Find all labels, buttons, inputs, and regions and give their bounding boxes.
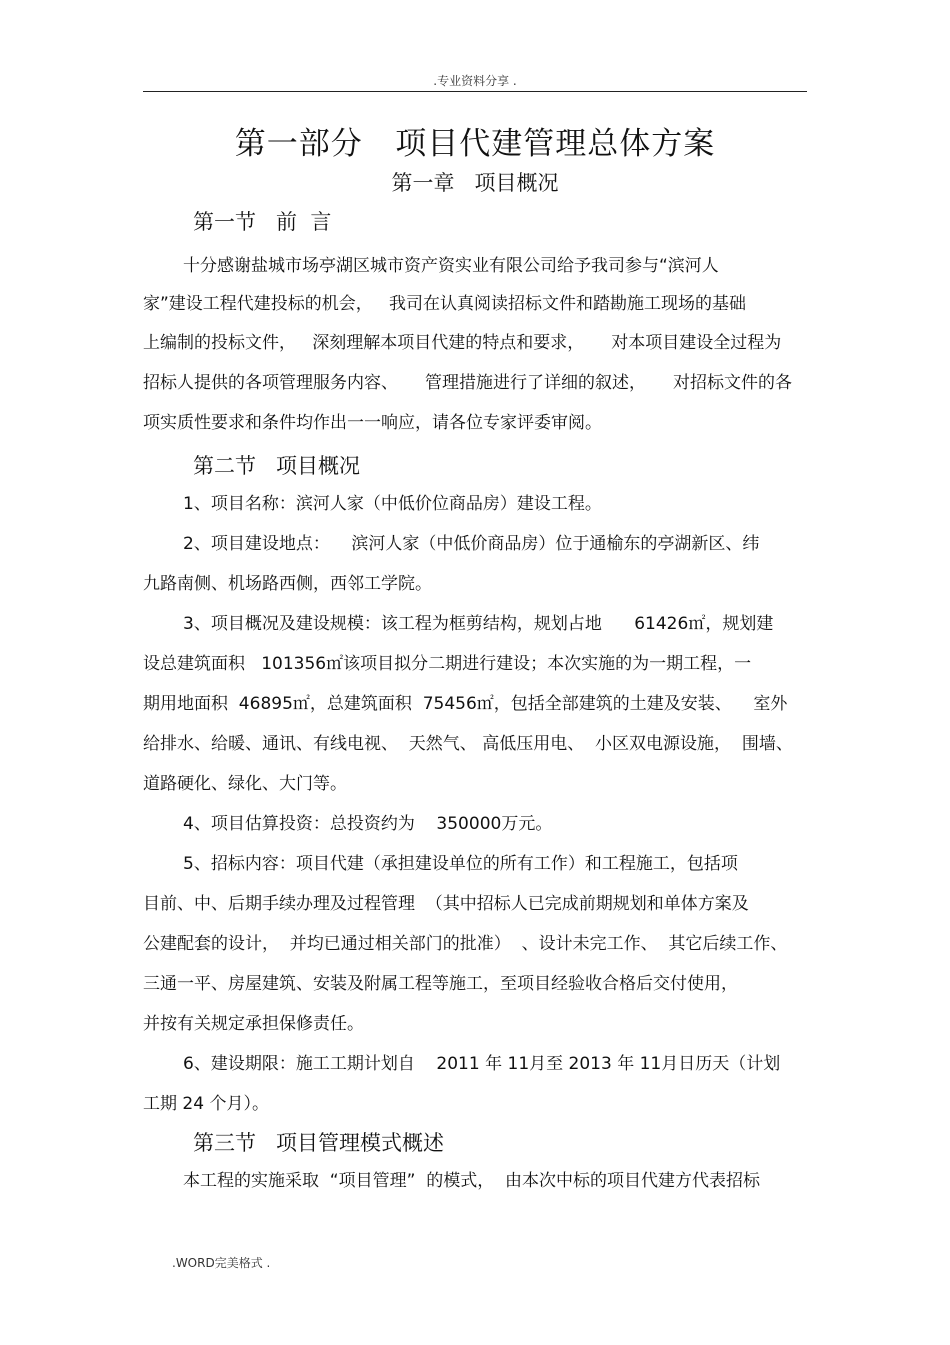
paragraph-line: 三通一平、房屋建筑、安装及附属工程等施工，至项目经验收合格后交付使用， xyxy=(143,974,738,994)
paragraph-line: 目前、中、后期手续办理及过程管理 （其中招标人已完成前期规划和单体方案及 xyxy=(143,894,749,914)
paragraph-line: 给排水、给暖、通讯、有线电视、 天然气、 高低压用电、 小区双电源设施， 围墙、 xyxy=(143,734,793,754)
paragraph-line: 5、招标内容：项目代建（承担建设单位的所有工作）和工程施工，包括项 xyxy=(183,854,738,874)
paragraph-line: 并按有关规定承担保修责任。 xyxy=(143,1014,364,1034)
paragraph-line: 期用地面积 46895㎡，总建筑面积 75456㎡，包括全部建筑的土建及安装、 室外 xyxy=(143,694,788,714)
section-heading: 第一节 前 言 xyxy=(193,210,332,234)
section-heading: 第二节 项目概况 xyxy=(193,454,361,478)
header-divider xyxy=(143,91,807,92)
paragraph-line: 1、项目名称：滨河人家（中低价位商品房）建设工程。 xyxy=(183,494,602,514)
paragraph-line: 4、项目估算投资：总投资约为 350000万元。 xyxy=(183,814,553,834)
paragraph-line: 公建配套的设计， 并均已通过相关部门的批准） 、设计未完工作、 其它后续工作、 xyxy=(143,934,788,954)
paragraph-line: 3、项目概况及建设规模：该工程为框剪结构，规划占地 61426㎡，规划建 xyxy=(183,614,774,634)
paragraph-line: 设总建筑面积 101356㎡该项目拟分二期进行建设；本次实施的为一期工程，一 xyxy=(143,654,752,674)
page-header: .专业资料分享 . xyxy=(433,74,517,88)
paragraph-line: 九路南侧、机场路西侧，西邻工学院。 xyxy=(143,574,432,594)
chapter-title: 第一章 项目概况 xyxy=(391,171,559,195)
paragraph-line: 工期 24 个月）。 xyxy=(143,1094,269,1114)
paragraph-line: 6、建设期限：施工工期计划自 2011 年 11月至 2013 年 11月日历天（计划 xyxy=(183,1054,781,1074)
paragraph-line: 道路硬化、绿化、大门等。 xyxy=(143,774,347,794)
paragraph-line: 项实质性要求和条件均作出一一响应，请各位专家评委审阅。 xyxy=(143,413,602,433)
paragraph-line: 家”建设工程代建投标的机会， 我司在认真阅读招标文件和踏勘施工现场的基础 xyxy=(143,294,747,314)
paragraph-line: 2、项目建设地点： 滨河人家（中低价商品房）位于通榆东的亭湖新区、纬 xyxy=(183,534,760,554)
paragraph-line: 本工程的实施采取 “项目管理” 的模式， 由本次中标的项目代建方代表招标 xyxy=(183,1171,761,1191)
paragraph-line: 十分感谢盐城市场亭湖区城市资产资实业有限公司给予我司参与“滨河人 xyxy=(183,256,719,276)
section-heading: 第三节 项目管理模式概述 xyxy=(193,1131,445,1155)
paragraph-line: 招标人提供的各项管理服务内容、 管理措施进行了详细的叙述， 对招标文件的各 xyxy=(143,373,793,393)
part-title: 第一部分 项目代建管理总体方案 xyxy=(234,126,716,162)
page-footer: .WORD完美格式 . xyxy=(172,1256,271,1270)
paragraph-line: 上编制的投标文件， 深刻理解本项目代建的特点和要求， 对本项目建设全过程为 xyxy=(143,333,782,353)
